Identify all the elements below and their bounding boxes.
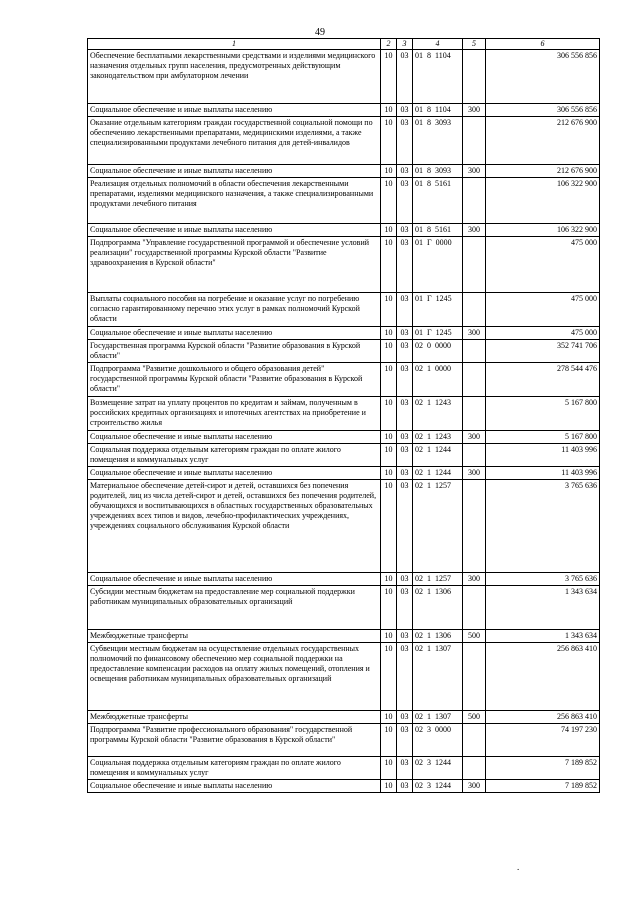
table-row: [88, 431, 600, 444]
row-chapter: 10: [381, 224, 397, 237]
row-target-article: 01 Г 0000: [413, 237, 463, 293]
row-target-article: 02 1 0000: [413, 363, 463, 397]
row-section: 03: [397, 573, 413, 586]
table-row: [88, 117, 600, 165]
row-name: Материальное обеспечение детей-сирот и детей, оставшихся без попечения родителей, лиц из числа детей-сирот и детей, оставшихся без попечения родителей, обучающихся и воспитывающихся в областных государственных образовательных учреждениях всех типов и видов, лечебно-профилактических учреждениях, учреждениях социального обслуживания Курской области: [88, 480, 381, 573]
row-name: Субвенции местным бюджетам на осуществление отдельных государственных полномочий по финансовому обеспечению мер социальной поддержки на предоставление компенсации расходов на оплату жилых помещений, отопления и освещения работникам муниципальных образовательных организаций: [88, 643, 381, 711]
row-expense-type: 300: [463, 467, 486, 480]
row-section: 03: [397, 363, 413, 397]
table-row: [88, 237, 600, 293]
row-amount: 3 765 636: [486, 573, 600, 586]
row-name: Социальное обеспечение и иные выплаты населению: [88, 780, 381, 793]
row-section: 03: [397, 104, 413, 117]
page-number: 49: [315, 27, 325, 38]
row-target-article: 02 1 1257: [413, 573, 463, 586]
table-row: [88, 224, 600, 237]
row-target-article: 02 1 1243: [413, 397, 463, 431]
row-expense-type: 300: [463, 104, 486, 117]
row-chapter: 10: [381, 431, 397, 444]
row-expense-type: 500: [463, 711, 486, 724]
row-target-article: 02 1 1244: [413, 467, 463, 480]
row-section: 03: [397, 50, 413, 104]
row-target-article: 02 1 1307: [413, 711, 463, 724]
row-target-article: 02 3 1244: [413, 757, 463, 780]
row-expense-type: [463, 444, 486, 467]
row-expense-type: [463, 117, 486, 165]
row-expense-type: 300: [463, 327, 486, 340]
table-row: [88, 397, 600, 431]
table-row: [88, 327, 600, 340]
row-expense-type: 300: [463, 780, 486, 793]
table-row: [88, 724, 600, 757]
row-section: 03: [397, 444, 413, 467]
row-chapter: 10: [381, 178, 397, 224]
row-section: 03: [397, 643, 413, 711]
row-amount: 475 000: [486, 293, 600, 327]
row-section: 03: [397, 480, 413, 573]
row-expense-type: 300: [463, 573, 486, 586]
header-col-6: 6: [486, 39, 600, 50]
table-row: [88, 630, 600, 643]
row-chapter: 10: [381, 586, 397, 630]
row-target-article: 02 1 1243: [413, 431, 463, 444]
row-amount: 5 167 800: [486, 397, 600, 431]
row-target-article: 01 8 5161: [413, 224, 463, 237]
row-amount: 256 863 410: [486, 643, 600, 711]
row-chapter: 10: [381, 50, 397, 104]
row-section: 03: [397, 397, 413, 431]
table-row: [88, 573, 600, 586]
row-target-article: 02 1 1306: [413, 630, 463, 643]
table-row: [88, 178, 600, 224]
row-chapter: 10: [381, 104, 397, 117]
row-name: Социальная поддержка отдельным категориям граждан по оплате жилого помещения и коммунальных услуг: [88, 444, 381, 467]
header-col-4: 4: [413, 39, 463, 50]
row-section: 03: [397, 237, 413, 293]
row-amount: 212 676 900: [486, 117, 600, 165]
header-col-3: 3: [397, 39, 413, 50]
row-name: Субсидии местным бюджетам на предоставление мер социальной поддержки работникам муниципальных образовательных организаций: [88, 586, 381, 630]
row-target-article: 01 8 1104: [413, 50, 463, 104]
header-col-5: 5: [463, 39, 486, 50]
row-chapter: 10: [381, 480, 397, 573]
row-name: Оказание отдельным категориям граждан государственной социальной помощи по обеспечению лекарственными препаратами, медицинскими изделиями, а также специализированными продуктами лечебного питания для детей-инвалидов: [88, 117, 381, 165]
row-target-article: 02 3 1244: [413, 780, 463, 793]
row-name: Социальное обеспечение и иные выплаты населению: [88, 431, 381, 444]
row-target-article: 02 1 1257: [413, 480, 463, 573]
row-target-article: 02 1 1306: [413, 586, 463, 630]
row-amount: 212 676 900: [486, 165, 600, 178]
row-chapter: 10: [381, 397, 397, 431]
table-row: [88, 340, 600, 363]
row-chapter: 10: [381, 340, 397, 363]
table-row: [88, 757, 600, 780]
row-target-article: 01 8 3093: [413, 117, 463, 165]
row-amount: 306 556 856: [486, 104, 600, 117]
row-chapter: 10: [381, 117, 397, 165]
row-section: 03: [397, 467, 413, 480]
row-section: 03: [397, 293, 413, 327]
row-name: Межбюджетные трансферты: [88, 630, 381, 643]
row-section: 03: [397, 224, 413, 237]
table-header-row: [88, 39, 600, 50]
row-section: 03: [397, 178, 413, 224]
row-expense-type: [463, 757, 486, 780]
row-amount: 11 403 996: [486, 467, 600, 480]
row-name: Подпрограмма "Развитие дошкольного и общего образования детей" государственной программы Курской области "Развитие образования в Курской области": [88, 363, 381, 397]
row-target-article: 01 8 1104: [413, 104, 463, 117]
row-amount: 306 556 856: [486, 50, 600, 104]
row-chapter: 10: [381, 165, 397, 178]
row-name: Подпрограмма "Управление государственной программой и обеспечение условий реализации" государственной программы Курской области "Развитие здравоохранения в Курской области": [88, 237, 381, 293]
row-target-article: 01 8 3093: [413, 165, 463, 178]
row-chapter: 10: [381, 573, 397, 586]
row-target-article: 01 Г 1245: [413, 293, 463, 327]
row-name: Выплаты социального пособия на погребение и оказание услуг по погребению согласно гарантированному перечню этих услуг в рамках полномочий Курской области: [88, 293, 381, 327]
row-section: 03: [397, 327, 413, 340]
row-amount: 1 343 634: [486, 630, 600, 643]
row-chapter: 10: [381, 630, 397, 643]
table-row: [88, 444, 600, 467]
row-target-article: 02 1 1244: [413, 444, 463, 467]
row-expense-type: 500: [463, 630, 486, 643]
row-chapter: 10: [381, 327, 397, 340]
row-amount: 5 167 800: [486, 431, 600, 444]
row-chapter: 10: [381, 724, 397, 757]
table-row: [88, 480, 600, 573]
row-amount: 106 322 900: [486, 178, 600, 224]
row-expense-type: [463, 363, 486, 397]
row-section: 03: [397, 757, 413, 780]
row-section: 03: [397, 165, 413, 178]
row-amount: 3 765 636: [486, 480, 600, 573]
row-chapter: 10: [381, 711, 397, 724]
table-row: [88, 586, 600, 630]
header-col-2: 2: [381, 39, 397, 50]
row-amount: 475 000: [486, 237, 600, 293]
header-col-1: 1: [88, 39, 381, 50]
row-section: 03: [397, 724, 413, 757]
row-chapter: 10: [381, 237, 397, 293]
row-name: Социальное обеспечение и иные выплаты населению: [88, 573, 381, 586]
row-expense-type: [463, 480, 486, 573]
row-name: Социальная поддержка отдельным категориям граждан по оплате жилого помещения и коммунальных услуг: [88, 757, 381, 780]
budget-table: [87, 38, 600, 793]
row-section: 03: [397, 711, 413, 724]
row-amount: 1 343 634: [486, 586, 600, 630]
table-row: [88, 104, 600, 117]
table-row: [88, 643, 600, 711]
row-expense-type: [463, 340, 486, 363]
row-name: Межбюджетные трансферты: [88, 711, 381, 724]
row-chapter: 10: [381, 363, 397, 397]
row-target-article: 02 1 1307: [413, 643, 463, 711]
row-chapter: 10: [381, 467, 397, 480]
row-expense-type: [463, 237, 486, 293]
row-section: 03: [397, 117, 413, 165]
row-amount: 11 403 996: [486, 444, 600, 467]
row-section: 03: [397, 431, 413, 444]
row-amount: 106 322 900: [486, 224, 600, 237]
row-expense-type: [463, 293, 486, 327]
row-target-article: 01 Г 1245: [413, 327, 463, 340]
row-amount: 475 000: [486, 327, 600, 340]
row-name: Социальное обеспечение и иные выплаты населению: [88, 104, 381, 117]
row-name: Обеспечение бесплатными лекарственными средствами и изделиями медицинского назначения отдельных групп населения, предусмотренных действующим законодательством при амбулаторном лечении: [88, 50, 381, 104]
row-expense-type: [463, 586, 486, 630]
row-section: 03: [397, 630, 413, 643]
row-section: 03: [397, 340, 413, 363]
table-row: [88, 50, 600, 104]
table-row: [88, 467, 600, 480]
row-expense-type: 300: [463, 224, 486, 237]
row-target-article: 02 0 0000: [413, 340, 463, 363]
row-amount: 278 544 476: [486, 363, 600, 397]
row-amount: 74 197 230: [486, 724, 600, 757]
table-row: [88, 165, 600, 178]
row-amount: 256 863 410: [486, 711, 600, 724]
footer-mark: .: [517, 862, 520, 872]
row-chapter: 10: [381, 780, 397, 793]
table-row: [88, 780, 600, 793]
row-expense-type: [463, 50, 486, 104]
table-row: [88, 293, 600, 327]
row-expense-type: [463, 643, 486, 711]
row-target-article: 01 8 5161: [413, 178, 463, 224]
row-chapter: 10: [381, 444, 397, 467]
row-amount: 352 741 706: [486, 340, 600, 363]
row-name: Социальное обеспечение и иные выплаты населению: [88, 327, 381, 340]
row-name: Социальное обеспечение и иные выплаты населению: [88, 467, 381, 480]
row-chapter: 10: [381, 643, 397, 711]
row-expense-type: 300: [463, 165, 486, 178]
table-row: [88, 363, 600, 397]
row-expense-type: [463, 724, 486, 757]
row-expense-type: [463, 178, 486, 224]
row-chapter: 10: [381, 293, 397, 327]
row-name: Социальное обеспечение и иные выплаты населению: [88, 224, 381, 237]
row-expense-type: [463, 397, 486, 431]
row-amount: 7 189 852: [486, 757, 600, 780]
table-row: [88, 711, 600, 724]
row-name: Государственная программа Курской области "Развитие образования в Курской области": [88, 340, 381, 363]
row-name: Реализация отдельных полномочий в области обеспечения лекарственными препаратами, изделиями медицинского назначения, а также специализированными продуктами лечебного питания: [88, 178, 381, 224]
row-target-article: 02 3 0000: [413, 724, 463, 757]
row-amount: 7 189 852: [486, 780, 600, 793]
row-name: Возмещение затрат на уплату процентов по кредитам и займам, полученным в российских кредитных организациях и ипотечных агентствах на приобретение и строительство жилья: [88, 397, 381, 431]
row-name: Подпрограмма "Развитие профессионального образования" государственной программы Курской области "Развитие образования в Курской области": [88, 724, 381, 757]
row-section: 03: [397, 780, 413, 793]
row-chapter: 10: [381, 757, 397, 780]
row-section: 03: [397, 586, 413, 630]
row-name: Социальное обеспечение и иные выплаты населению: [88, 165, 381, 178]
row-expense-type: 300: [463, 431, 486, 444]
